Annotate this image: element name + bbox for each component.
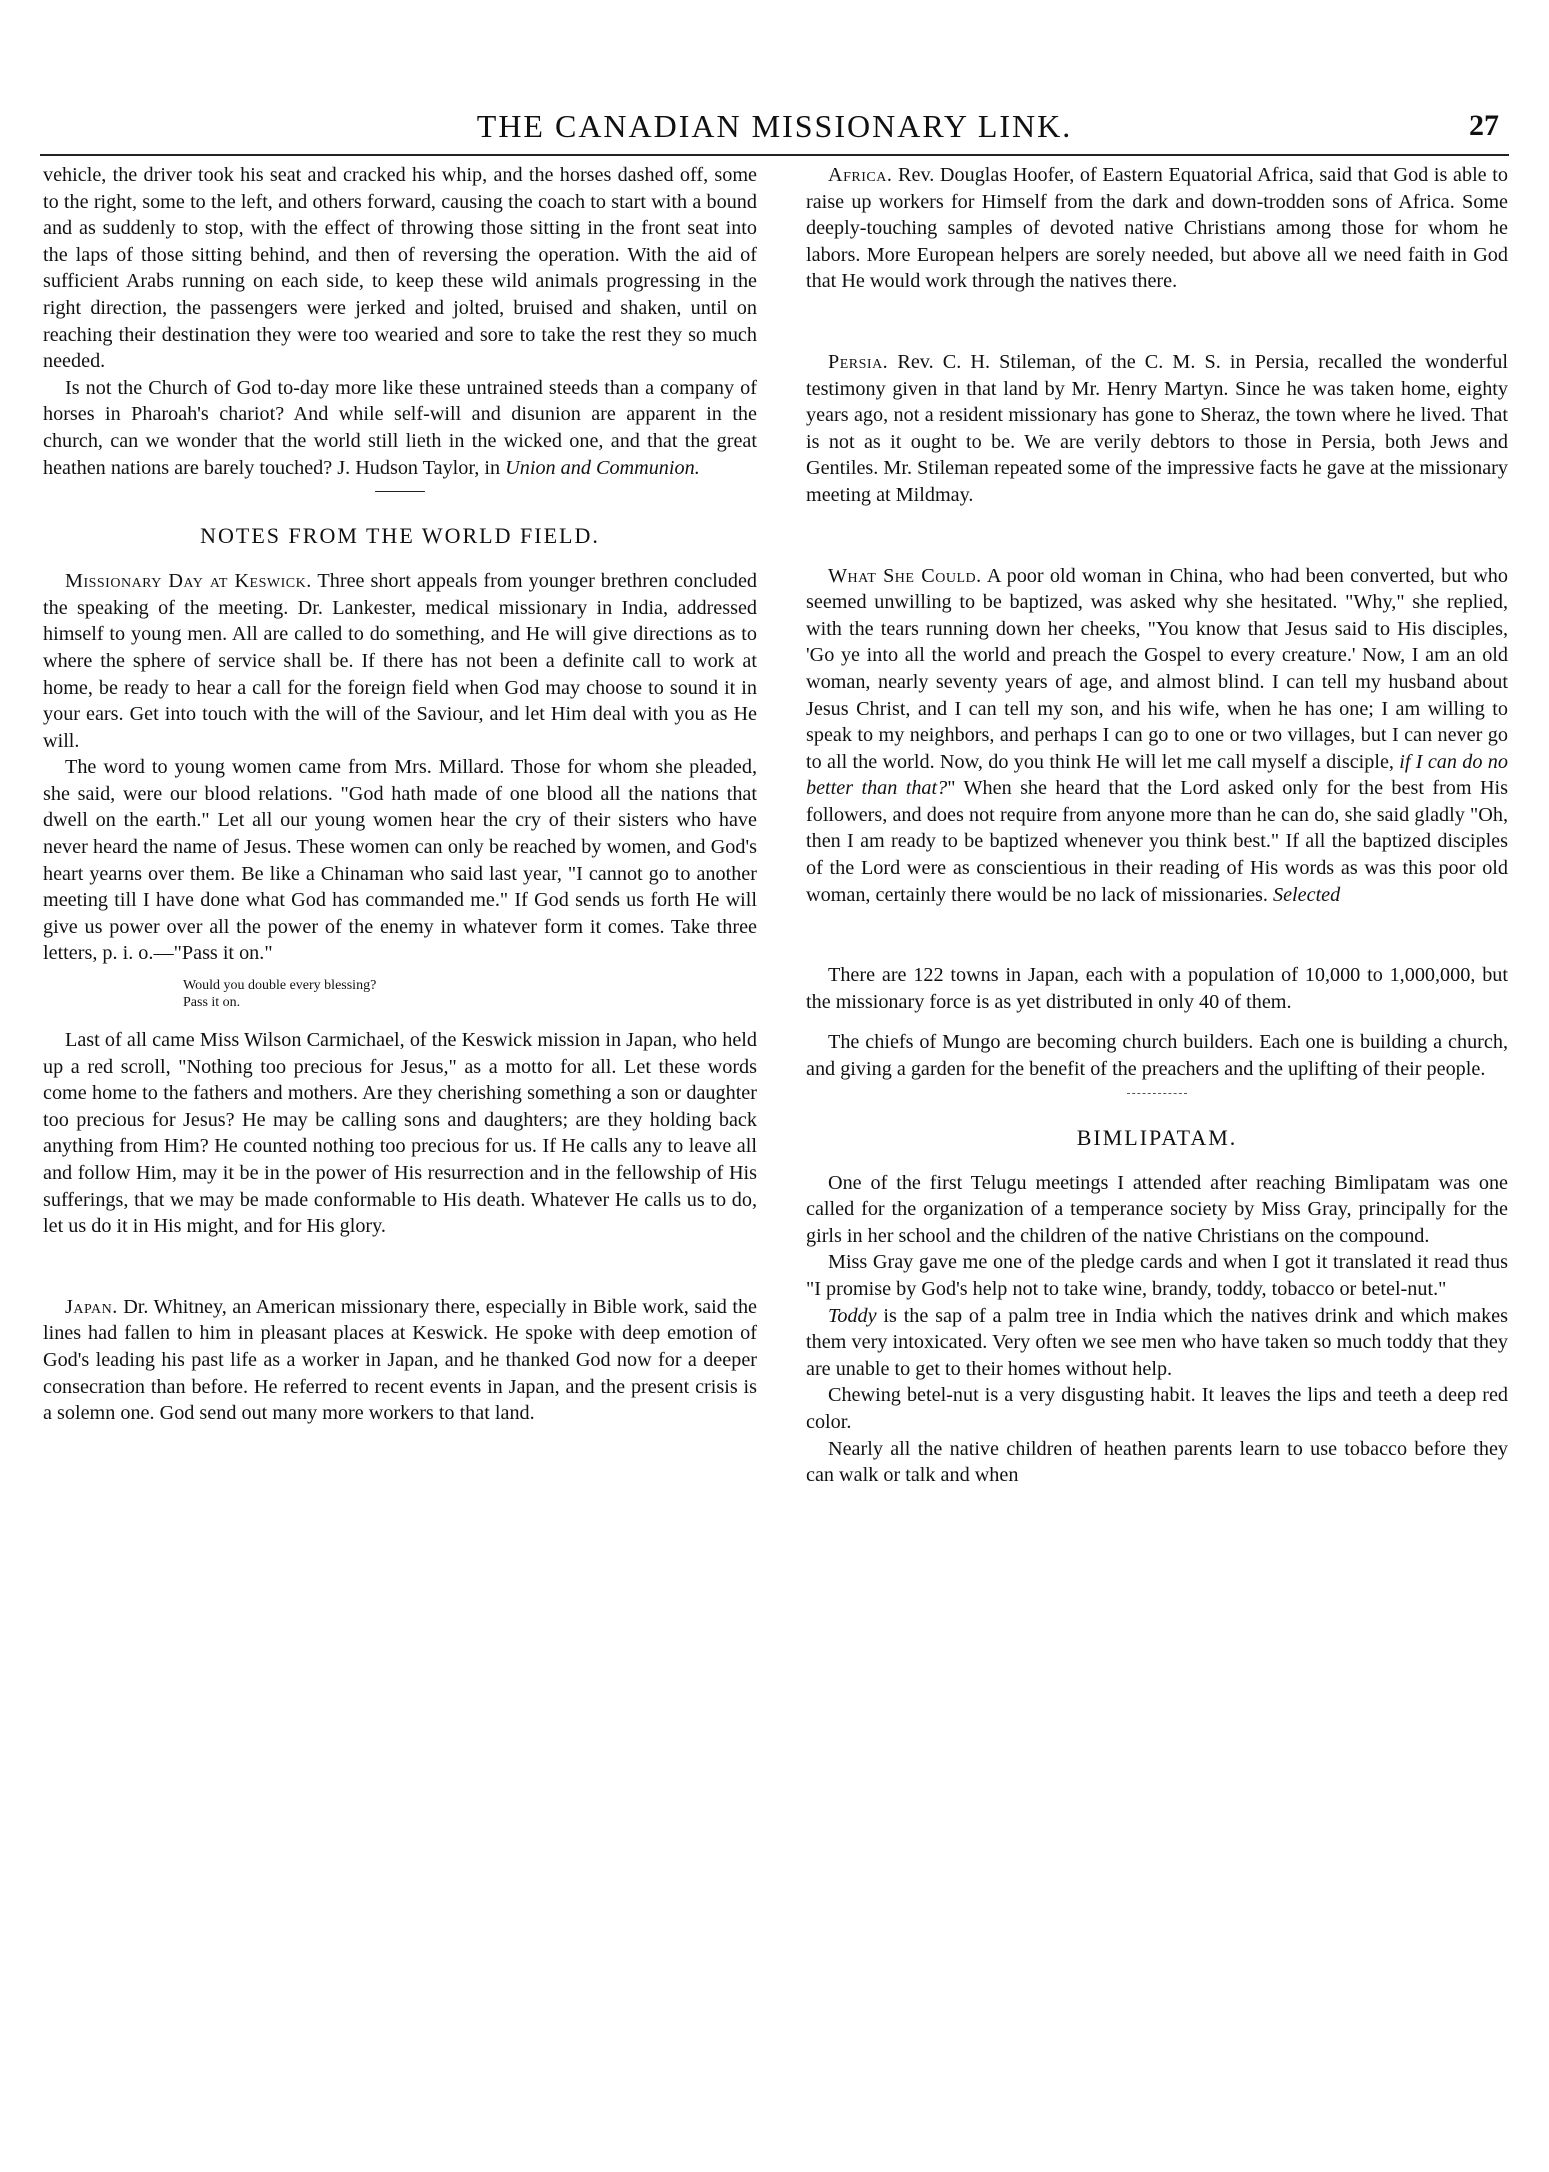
what-she-could-paragraph <box>806 563 1508 909</box>
persia-paragraph <box>806 349 1508 509</box>
what-she-could-italic: if I can do no better than that? <box>806 750 1508 800</box>
toddy-paragraph <box>806 1303 1508 1383</box>
verse-line-1: Would you double every blessing? <box>183 978 377 994</box>
verse-quote <box>183 977 757 1011</box>
young-women-paragraph: The word to young women came from Mrs. Millard. Those for whom she pleaded, she said, were our blood relations. "God hath made of one blood all the nations that dwell on the earth." Let all our young women hear the cry of their sisters who have never heard the name of Jesus. These women can only be reached by women, and God's heart yearns over them. Be like a Chinaman who said last year, "I cannot go to another meeting till I have done what God has commanded me." If God sends us forth He will give us power over all the power of the enemy in whatever form it comes. Take three letters, p. i. o.—"Pass it on." <box>43 756 757 965</box>
japan-towns-paragraph: There are 122 towns in Japan, each with a population of 10,000 to 1,000,000, but the missionary force is as yet distributed in only 40 of them. <box>806 964 1508 1013</box>
toddy-word: Toddy <box>828 1304 877 1327</box>
toddy-text: is the sap of a palm tree in India which the natives drink and which makes them very intoxicated. Very often we see men who have taken so much toddy that they are unable to get to their homes without help. <box>806 1304 1508 1380</box>
left-column <box>43 162 757 1427</box>
mungo-paragraph: The chiefs of Mungo are becoming church builders. Each one is building a church, and giving a garden for the benefit of the preachers and the uplifting of their people. <box>806 1031 1508 1081</box>
section-heading-bimlipatam: BIMLIPATAM. <box>1076 1124 1238 1150</box>
japan-paragraph <box>43 1294 757 1427</box>
keswick-text: Three short appeals from younger brethren concluded the speaking of the meeting. Dr. Lankester, medical missionary in India, addressed himself to young men. All are called to do something, and He will give directions as to where the sphere of service shall be. If there has not been a definite call to work at home, be ready to hear a call for the foreign field when God may choose to sound it in your ears. Get into touch with the will of the Saviour, and let Him deal with you as He will. <box>43 570 757 752</box>
keswick-runin: Missionary Day at Keswick. <box>65 570 312 593</box>
section-heading-world-field: NOTES FROM THE WORLD FIELD. <box>200 523 600 549</box>
keswick-paragraph <box>43 568 757 754</box>
right-column <box>806 162 1508 1489</box>
carmichael-paragraph: Last of all came Miss Wilson Carmichael, of the Keswick mission in Japan, who held up a red scroll, "Nothing too precious for Jesus," as a motto for all. Let these words come home to the fathers and mothers. Are they cherishing something a son or daughter too precious for Jesus? He may be calling sons and daughters; are they holding back anything from Him? He counted nothing too precious for us. If He calls any to leave all and follow Him, may it be in the power of His resurrection and in the fellowship of His sufferings, that we may be made conformable to His death. Whatever He calls us to do, let us do it in His might, and for His glory. <box>43 1029 757 1238</box>
africa-runin: Africa. <box>828 164 893 186</box>
article-closing-paragraph <box>43 375 757 481</box>
closing-source: Union and Communion. <box>505 456 700 479</box>
article-continuation-paragraph: vehicle, the driver took his seat and cracked his whip, and the horses dashed off, some to the right, some to the left, and others forward, causing the coach to start with a bound and as suddenly to stop, with the effect of throwing those sitting in the front seat into the laps of those sitting behind, and then of reversing the operation. With the aid of sufficient Arabs running on each side, to keep these wild animals progressing in the right direction, the passengers were jerked and jolted, bruised and shaken, until on reaching their destination they were too wearied and sore to take the rest they so much needed. <box>43 164 757 373</box>
betel-paragraph: Chewing betel-nut is a very disgusting habit. It leaves the lips and teeth a deep red color. <box>806 1384 1508 1433</box>
section-divider <box>375 491 425 492</box>
what-she-could-text-2: " When she heard that the Lord asked only for the best from His followers, and does not require from anyone more than he can do, she said gladly "Oh, then I am ready to be baptized whenever you think best." If all the baptized disciples of the Lord were as conscientious in their reading of His words as was this poor old woman, certainly there would be no lack of missionaries. <box>806 777 1508 906</box>
africa-text: Rev. Douglas Hoofer, of Eastern Equatorial Africa, said that God is able to raise up workers for Himself from the dark and down-trodden sons of Africa. Some deeply-touching samples of devoted native Christians among those for whom he labors. More European helpers are sorely needed, but above all we need faith in God that He would work through the natives there. <box>806 164 1508 293</box>
page-header <box>40 104 1509 156</box>
japan-runin: Japan. <box>65 1295 118 1318</box>
persia-text: Rev. C. H. Stileman, of the C. M. S. in Persia, recalled the wonderful testimony given in that land by Mr. Henry Martyn. Since he was taken home, eighty years ago, not a resident missionary has gone to Sheraz, the town where he lived. That is not as it ought to be. We are verily debtors to those in Persia, both Jews and Gentiles. Mr. Stileman repeated some of the impressive facts he gave at the missionary meeting at Mildmay. <box>806 350 1508 506</box>
running-title: THE CANADIAN MISSIONARY LINK. <box>476 108 1073 144</box>
bimlipatam-paragraph-2: Miss Gray gave me one of the pledge cards and when I got it translated it read thus "I promise by God's help not to take wine, brandy, toddy, tobacco or betel-nut." <box>806 1251 1508 1300</box>
what-she-could-source: Selected <box>1272 883 1341 906</box>
what-she-could-runin: What She Could. <box>828 564 982 587</box>
japan-text: Dr. Whitney, an American missionary there, especially in Bible work, said the lines had fallen to him in pleasant places at Keswick. He spoke with deep emotion of God's leading his past life as a worker in Japan, and he thanked God now for a deeper consecration than before. He referred to recent events in Japan, and the present crisis is a solemn one. God send out many more workers to that land. <box>43 1295 757 1425</box>
closing-text: Is not the Church of God to-day more like these untrained steeds than a company of horses in Pharoah's chariot? And while self-will and disunion are apparent in the church, can we wonder that the world still lieth in the wicked one, and that the great heathen nations are barely touched? J. Hudson Taylor, in <box>43 376 757 479</box>
persia-runin: Persia. <box>828 350 889 373</box>
page-number: 27 <box>1469 109 1499 142</box>
what-she-could-text-1: A poor old woman in China, who had been converted, but who seemed unwilling to be baptized, was asked why she hesitated. "Why," she replied, with the tears running down her cheeks, "You know that Jesus said to His disciples, 'Go ye into all the world and preach the Gospel to every creature.' Now, I am an old woman, nearly seventy years of age, and almost blind. I can tell my husband about Jesus Christ, and I can tell my son, and his wife, when he has one; I am willing to speak to my neighbors, and perhaps I can go to one or two villages, but I can never go to all the world. Now, do you think He will let me call myself a disciple, <box>806 564 1508 773</box>
verse-line-2: Pass it on. <box>183 995 241 1011</box>
africa-paragraph <box>806 162 1508 295</box>
bimlipatam-paragraph-1: One of the first Telugu meetings I attended after reaching Bimlipatam was one called for the organization of a temperance society by Miss Gray, principally for the girls in her school and the children of the native Christians on the compound. <box>806 1171 1508 1247</box>
section-divider-small <box>1127 1093 1187 1094</box>
tobacco-paragraph: Nearly all the native children of heathen parents learn to use tobacco before they can walk or talk and when <box>806 1437 1508 1487</box>
